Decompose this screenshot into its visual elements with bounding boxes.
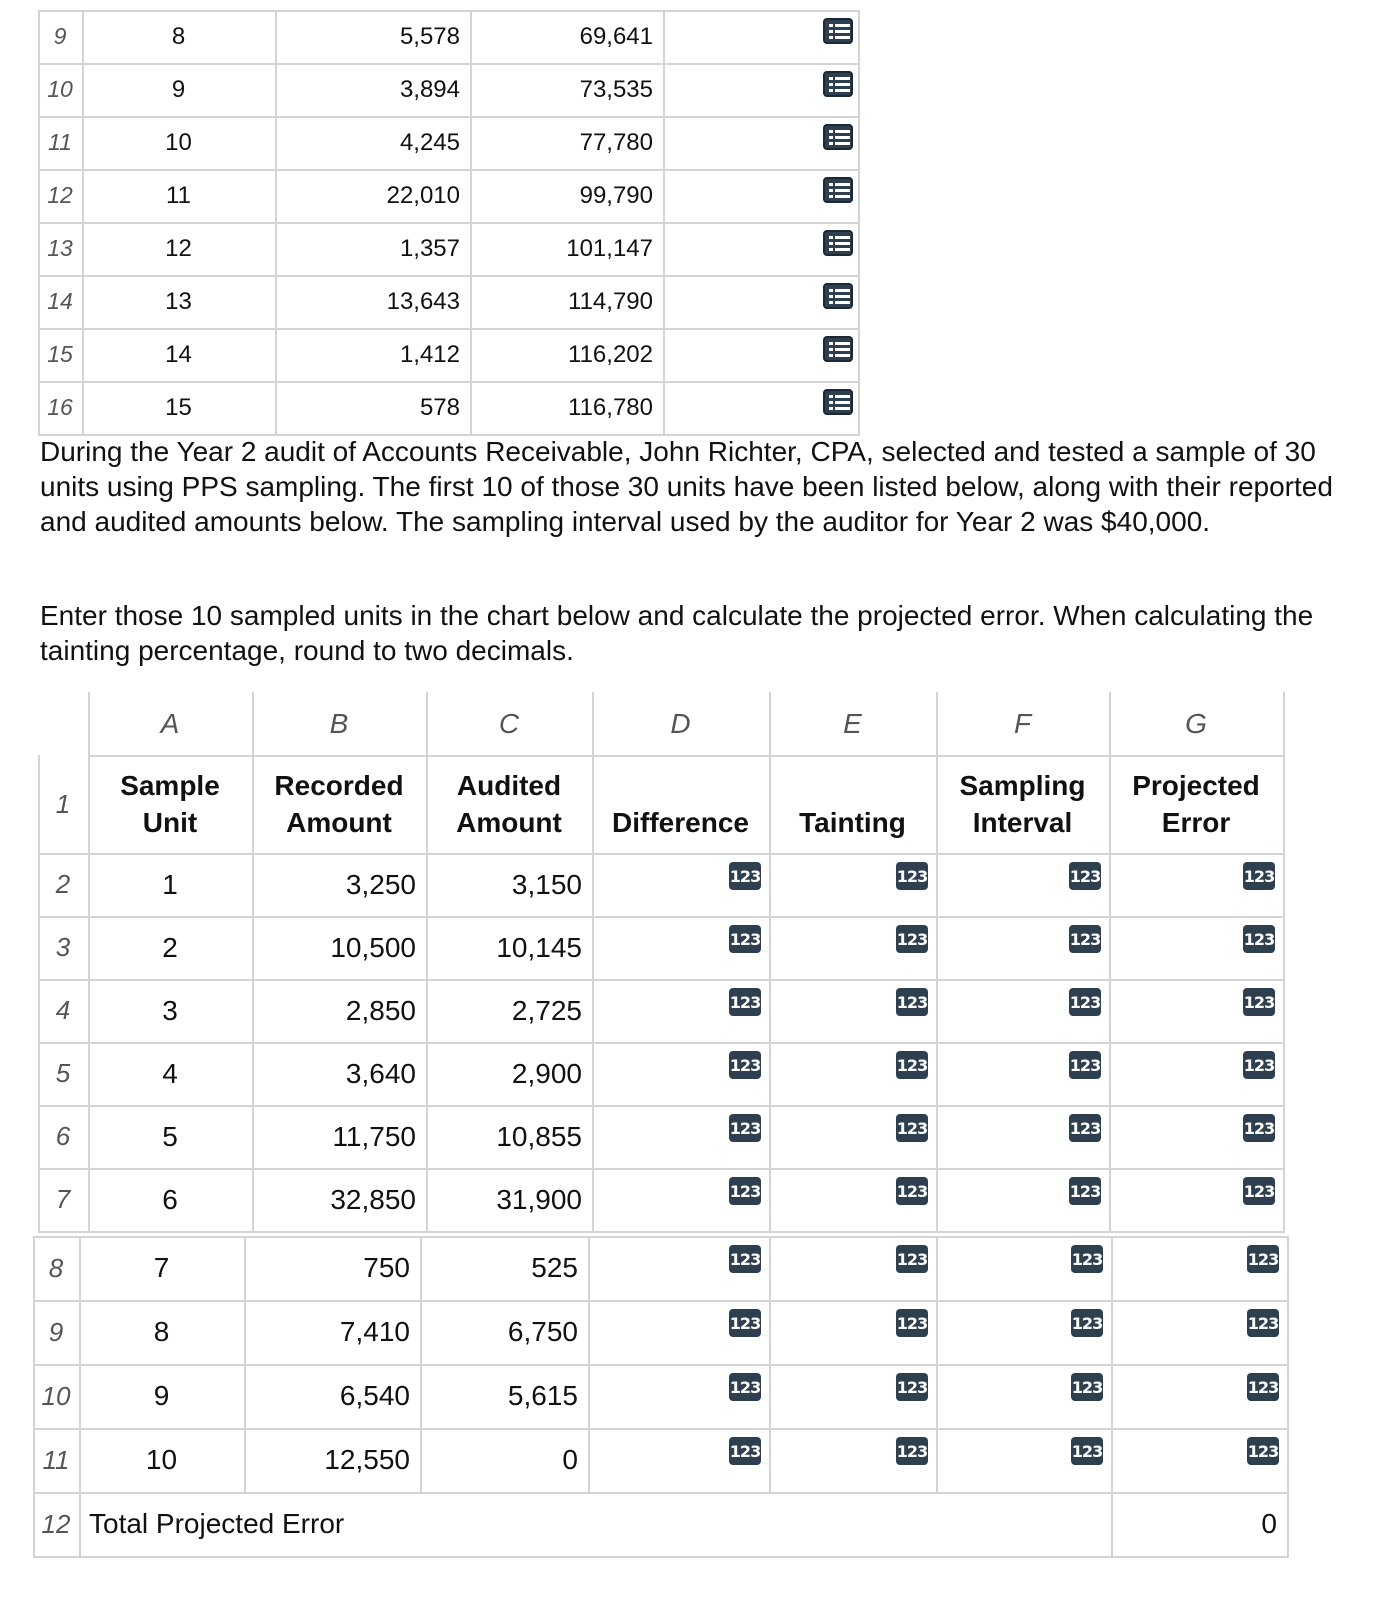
list-icon-line (835, 248, 850, 251)
numeric-input-icon[interactable]: 123 (729, 1051, 761, 1079)
sample-unit-cell[interactable]: 10 (145, 1444, 178, 1475)
row-number: 12 (47, 182, 73, 208)
list-icon-bullet (829, 301, 833, 304)
list-icon-line (835, 348, 850, 351)
amount-cell[interactable]: 1,412 (399, 340, 460, 368)
sample-unit-cell[interactable]: 2 (162, 931, 178, 963)
numeric-input-icon[interactable]: 123 (1069, 1051, 1101, 1079)
list-icon-line (835, 30, 850, 33)
row-number: 10 (41, 1380, 71, 1411)
list-icon-line (835, 195, 850, 198)
column-header-f (936, 755, 1109, 853)
numeric-input-icon[interactable]: 123 (1069, 1177, 1101, 1205)
column-letter-d: D (670, 707, 691, 739)
cumulative-cell[interactable]: 77,780 (579, 128, 653, 156)
sample-unit-cell[interactable]: 4 (162, 1057, 178, 1089)
list-icon-line (835, 77, 850, 80)
numeric-input-icon[interactable]: 123 (896, 1177, 928, 1205)
list-icon-line (835, 407, 850, 410)
list-icon-bullet (829, 136, 833, 139)
list-icon-line (835, 354, 850, 357)
list-icon-line (835, 236, 850, 239)
row-number: 15 (47, 341, 73, 367)
audited-amount-cell[interactable]: 2,725 (511, 994, 582, 1026)
column-header-line: Recorded (274, 770, 404, 801)
column-header-line: Interval (972, 807, 1073, 838)
column-header-line: Amount (456, 807, 562, 838)
row-number: 14 (47, 288, 73, 314)
column-letter-a: A (160, 707, 180, 739)
row-number: 10 (47, 76, 73, 102)
list-icon-line (835, 342, 850, 345)
instructions-paragraph-2: Enter those 10 sampled units in the chart below and calculate the projected error. When calculating the tainting percentage, round to two decimals. (40, 600, 1314, 666)
row-number: 12 (41, 1508, 71, 1539)
list-icon-line (835, 36, 850, 39)
sample-unit-cell[interactable]: 7 (153, 1252, 170, 1283)
audited-amount-cell[interactable]: 3,150 (511, 868, 582, 900)
amount-cell[interactable]: 22,010 (386, 181, 460, 209)
column-header-a (88, 755, 252, 853)
row-number: 5 (55, 1058, 71, 1088)
sample-unit-cell[interactable]: 5 (162, 1120, 178, 1152)
recorded-amount-cell[interactable]: 10,500 (330, 931, 416, 963)
projected-error-input-cell[interactable] (1283, 853, 1376, 916)
list-icon-bullet (829, 142, 833, 145)
list-icon-bullet (829, 189, 833, 192)
sample-unit-cell[interactable]: 8 (171, 22, 186, 50)
list-icon-bullet (829, 354, 833, 357)
cumulative-cell[interactable]: 116,780 (568, 393, 653, 421)
sample-unit-cell[interactable]: 1 (162, 868, 178, 900)
list-icon-bullet (829, 36, 833, 39)
numeric-input-icon[interactable]: 123 (1247, 1437, 1279, 1465)
row-number: 13 (47, 235, 73, 261)
list-icon-bullet (829, 183, 833, 186)
numeric-input-icon[interactable]: 123 (729, 988, 761, 1016)
column-header-line: Difference (612, 807, 749, 838)
list-icon-bullet (829, 83, 833, 86)
column-letter-c: C (498, 707, 520, 739)
numeric-input-icon[interactable]: 123 (729, 862, 761, 890)
audited-amount-cell[interactable]: 0 (562, 1444, 578, 1475)
column-header-d (592, 755, 769, 853)
projected-error-input-cell[interactable] (1283, 979, 1376, 1042)
list-icon-bullet (829, 342, 833, 345)
main-table-hline (33, 1556, 1289, 1558)
numeric-input-icon[interactable]: 123 (896, 1309, 928, 1337)
audited-amount-cell[interactable]: 5,615 (507, 1380, 578, 1411)
numeric-input-icon[interactable]: 123 (1247, 1309, 1279, 1337)
sample-unit-cell[interactable]: 15 (165, 393, 192, 421)
list-icon[interactable] (823, 124, 853, 150)
column-letter-e: E (843, 707, 862, 739)
amount-cell[interactable]: 578 (419, 393, 460, 421)
projected-error-input-cell[interactable] (1287, 1300, 1376, 1364)
cumulative-cell[interactable]: 69,641 (579, 22, 653, 50)
column-header-line: Projected (1132, 770, 1260, 801)
numeric-input-icon[interactable]: 123 (1243, 925, 1275, 953)
column-header-e (769, 755, 936, 853)
numeric-input-icon[interactable]: 123 (1243, 862, 1275, 890)
list-icon-bullet (829, 395, 833, 398)
row-number: 7 (55, 1184, 71, 1214)
cumulative-cell[interactable]: 114,790 (568, 287, 653, 315)
column-header-line: Error (1161, 807, 1231, 838)
projected-error-input-cell[interactable] (1283, 1105, 1376, 1168)
numeric-input-icon[interactable]: 123 (729, 1309, 761, 1337)
numeric-input-icon[interactable]: 123 (896, 1373, 928, 1401)
sample-unit-cell[interactable]: 3 (162, 994, 178, 1026)
numeric-input-icon[interactable]: 123 (1071, 1245, 1103, 1273)
list-icon-bullet (829, 295, 833, 298)
list-icon-bullet (829, 77, 833, 80)
sample-unit-cell[interactable]: 10 (165, 128, 192, 156)
numeric-input-icon[interactable]: 123 (896, 1051, 928, 1079)
recorded-amount-cell[interactable]: 3,640 (345, 1057, 416, 1089)
amount-cell[interactable]: 3,894 (399, 75, 460, 103)
list-icon[interactable] (823, 177, 853, 203)
recorded-amount-cell[interactable]: 2,850 (345, 994, 416, 1026)
list-icon-bullet (829, 248, 833, 251)
numeric-input-icon[interactable]: 123 (896, 925, 928, 953)
sample-unit-cell[interactable]: 9 (171, 75, 186, 103)
numeric-input-icon[interactable]: 123 (1071, 1309, 1103, 1337)
recorded-amount-cell[interactable]: 32,850 (330, 1183, 416, 1215)
column-header-b (252, 755, 426, 853)
list-icon-bullet (829, 242, 833, 245)
numeric-input-icon[interactable]: 123 (896, 1437, 928, 1465)
sample-unit-cell[interactable]: 14 (165, 340, 192, 368)
sample-unit-cell[interactable]: 9 (153, 1380, 170, 1411)
list-icon-bullet (829, 24, 833, 27)
row-number: 3 (55, 932, 71, 962)
list-icon-bullet (829, 195, 833, 198)
list-icon-bullet (829, 407, 833, 410)
numeric-input-icon[interactable]: 123 (1243, 988, 1275, 1016)
column-header-line: Unit (142, 807, 198, 838)
list-icon-line (835, 83, 850, 86)
numeric-input-icon[interactable]: 123 (729, 1177, 761, 1205)
column-header-line: Audited (456, 770, 562, 801)
main-table-hline (38, 1231, 1285, 1233)
numeric-input-icon[interactable]: 123 (896, 988, 928, 1016)
numeric-input-icon[interactable]: 123 (1069, 925, 1101, 953)
row-number: 2 (55, 869, 71, 899)
numeric-input-icon[interactable]: 123 (1069, 1114, 1101, 1142)
list-icon-line (835, 136, 850, 139)
row-number: 1 (55, 788, 71, 819)
audited-amount-cell[interactable]: 525 (531, 1252, 578, 1283)
column-header-c (426, 755, 592, 853)
sample-unit-cell[interactable]: 8 (153, 1316, 170, 1347)
list-icon-bullet (829, 89, 833, 92)
row-number: 9 (48, 1316, 64, 1347)
list-icon-line (835, 401, 850, 404)
list-icon-bullet (829, 130, 833, 133)
recorded-amount-cell[interactable]: 750 (363, 1252, 410, 1283)
numeric-input-icon[interactable]: 123 (729, 1373, 761, 1401)
list-icon[interactable] (823, 283, 853, 309)
column-header-line: Sampling (959, 770, 1086, 801)
list-icon-line (835, 242, 850, 245)
numeric-input-icon[interactable]: 123 (896, 862, 928, 890)
audited-amount-cell[interactable]: 10,145 (496, 931, 582, 963)
numeric-input-icon[interactable]: 123 (729, 1245, 761, 1273)
cumulative-cell[interactable]: 116,202 (568, 340, 653, 368)
list-icon-bullet (829, 236, 833, 239)
list-icon-bullet (829, 30, 833, 33)
total-projected-error-label: Total Projected Error (89, 1508, 345, 1539)
numeric-input-icon[interactable]: 123 (1071, 1373, 1103, 1401)
projected-error-input-cell[interactable] (1283, 1168, 1376, 1231)
sample-unit-cell[interactable]: 11 (166, 181, 191, 209)
row-number: 6 (55, 1121, 71, 1151)
numeric-input-icon[interactable]: 123 (729, 925, 761, 953)
sample-unit-cell[interactable]: 12 (165, 234, 192, 262)
recorded-amount-cell[interactable]: 7,410 (339, 1316, 410, 1347)
recorded-amount-cell[interactable]: 6,540 (339, 1380, 410, 1411)
recorded-amount-cell[interactable]: 3,250 (345, 868, 416, 900)
amount-cell[interactable]: 4,245 (399, 128, 460, 156)
numeric-input-icon[interactable]: 123 (1069, 988, 1101, 1016)
list-icon-bullet (829, 348, 833, 351)
list-icon-line (835, 130, 850, 133)
row-number: 8 (48, 1252, 64, 1283)
cumulative-cell[interactable]: 99,790 (579, 181, 653, 209)
total-projected-error-value: 0 (1261, 1508, 1277, 1539)
sample-unit-cell[interactable]: 13 (165, 287, 192, 315)
audited-amount-cell[interactable]: 31,900 (496, 1183, 582, 1215)
instructions-paragraph-1: During the Year 2 audit of Accounts Receivable, John Richter, CPA, selected and tested a sample of 30 units using PPS sampling. The first 10 of those 30 units have been listed below, along with their reported and audited amounts below. The sampling interval used by the auditor for Year 2 was $40,000. (40, 436, 1333, 537)
cumulative-cell[interactable]: 73,535 (579, 75, 653, 103)
list-icon-line (835, 183, 850, 186)
sample-unit-cell[interactable]: 6 (162, 1183, 178, 1215)
cumulative-cell[interactable]: 101,147 (566, 234, 653, 262)
row-number: 9 (53, 23, 67, 49)
projected-error-input-cell[interactable] (1287, 1364, 1376, 1428)
recorded-amount-cell[interactable]: 11,750 (332, 1120, 416, 1152)
list-icon-bullet (829, 401, 833, 404)
list-icon-line (835, 289, 850, 292)
list-icon-line (835, 189, 850, 192)
amount-cell[interactable]: 13,643 (386, 287, 460, 315)
list-icon-line (835, 301, 850, 304)
numeric-input-icon[interactable]: 123 (1243, 1114, 1275, 1142)
projected-error-input-cell[interactable] (1283, 1042, 1376, 1105)
row-number: 4 (55, 995, 71, 1025)
row-number: 11 (42, 1444, 70, 1475)
list-icon[interactable] (823, 18, 853, 44)
main-table-hline (88, 755, 1285, 757)
list-icon-line (835, 89, 850, 92)
list-icon-bullet (829, 289, 833, 292)
row-number: 11 (48, 129, 72, 155)
list-icon[interactable] (823, 336, 853, 362)
projected-error-input-cell[interactable] (1287, 1428, 1376, 1492)
numeric-input-icon[interactable]: 123 (1069, 862, 1101, 890)
audited-amount-cell[interactable]: 10,855 (496, 1120, 582, 1152)
audited-amount-cell[interactable]: 2,900 (511, 1057, 582, 1089)
column-letter-b: B (329, 707, 349, 739)
projected-error-input-cell[interactable] (1287, 1236, 1376, 1300)
numeric-input-icon[interactable]: 123 (729, 1437, 761, 1465)
row-number: 16 (47, 394, 73, 420)
column-letter-g: G (1185, 707, 1207, 739)
column-header-line: Amount (286, 807, 392, 838)
numeric-input-icon[interactable]: 123 (1243, 1177, 1275, 1205)
amount-cell[interactable]: 1,357 (399, 234, 460, 262)
column-header-line: Sample (120, 770, 220, 801)
column-header-g (1109, 755, 1283, 853)
list-icon-line (835, 395, 850, 398)
list-icon-line (835, 295, 850, 298)
column-letter-f: F (1013, 707, 1032, 739)
numeric-input-icon[interactable]: 123 (729, 1114, 761, 1142)
numeric-input-icon[interactable]: 123 (896, 1114, 928, 1142)
numeric-input-icon[interactable]: 123 (1247, 1373, 1279, 1401)
numeric-input-icon[interactable]: 123 (1247, 1245, 1279, 1273)
list-icon[interactable] (823, 71, 853, 97)
list-icon[interactable] (823, 230, 853, 256)
list-icon-line (835, 24, 850, 27)
numeric-input-icon[interactable]: 123 (1071, 1437, 1103, 1465)
amount-cell[interactable]: 5,578 (399, 22, 460, 50)
projected-error-input-cell[interactable] (1283, 916, 1376, 979)
numeric-input-icon[interactable]: 123 (1243, 1051, 1275, 1079)
column-header-line: Tainting (799, 807, 906, 838)
numeric-input-icon[interactable]: 123 (896, 1245, 928, 1273)
recorded-amount-cell[interactable]: 12,550 (324, 1444, 410, 1475)
list-icon-line (835, 142, 850, 145)
list-icon[interactable] (823, 389, 853, 415)
audited-amount-cell[interactable]: 6,750 (507, 1316, 578, 1347)
